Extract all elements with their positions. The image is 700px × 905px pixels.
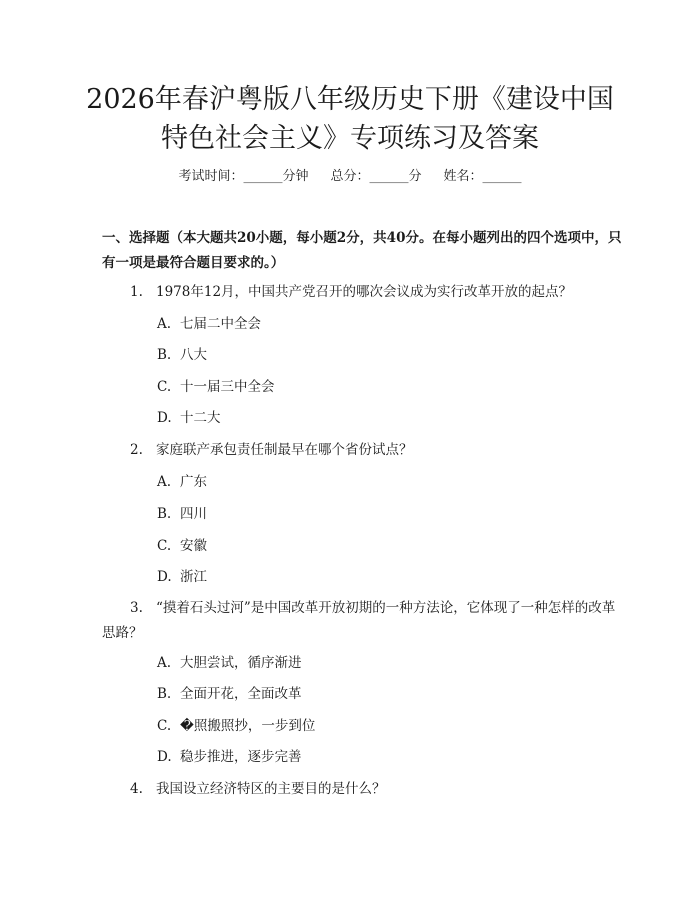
page-title-line-2: 特色社会主义》专项练习及答案 <box>161 123 539 154</box>
question-text: 家庭联产承包责任制最早在哪个省份试点？ <box>156 442 413 458</box>
option-text: 十二大 <box>180 410 221 426</box>
question-number: 3. <box>130 600 143 616</box>
option-letter: B. <box>157 506 172 522</box>
question-3-option-d <box>157 747 302 767</box>
question-2-option-b <box>157 504 207 524</box>
question-3-option-a <box>157 653 302 673</box>
question-number: 1. <box>130 284 143 300</box>
total-score-field: 总分：______分 <box>330 169 422 184</box>
option-letter: C. <box>157 379 172 395</box>
question-1-option-d <box>157 408 221 428</box>
option-text: 大胆尝试，循序渐进 <box>180 655 302 671</box>
question-text: 1978年12月，中国共产党召开的哪次会议成为实行改革开放的起点？ <box>156 284 573 300</box>
option-text: 十一届三中全会 <box>180 379 275 395</box>
question-1-option-b <box>157 345 207 365</box>
option-letter: D. <box>157 749 172 765</box>
exam-info-line <box>0 168 700 186</box>
option-letter: A. <box>157 316 172 332</box>
question-1-option-c <box>157 377 275 397</box>
question-1 <box>102 280 622 305</box>
question-4 <box>102 777 622 802</box>
question-number: 4. <box>130 781 143 797</box>
option-letter: C. <box>157 538 172 554</box>
option-text: 四川 <box>180 506 207 522</box>
exam-time-field: 考试时间：______分钟 <box>178 169 309 184</box>
option-text: �照搬照抄，一步到位 <box>180 718 316 734</box>
option-text: 稳步推进，逐步完善 <box>180 749 302 765</box>
option-text: 八大 <box>180 347 207 363</box>
option-letter: A. <box>157 655 172 671</box>
option-letter: D. <box>157 569 172 585</box>
section-heading: 一、选择题（本大题共20小题，每小题2分，共40分。在每小题列出的四个选项中，只有一项是最符合题目要求的。） <box>102 230 622 271</box>
option-text: 七届二中全会 <box>180 316 261 332</box>
question-2 <box>102 438 622 463</box>
option-letter: B. <box>157 347 172 363</box>
option-text: 全面开花，全面改革 <box>180 686 302 702</box>
option-text: 广东 <box>180 474 207 490</box>
option-text: 浙江 <box>180 569 207 585</box>
student-name-field: 姓名：______ <box>443 169 522 184</box>
option-text: 安徽 <box>180 538 207 554</box>
question-3-option-c <box>157 716 315 736</box>
question-2-option-a <box>157 472 207 492</box>
question-2-option-d <box>157 567 207 587</box>
question-text: 我国设立经济特区的主要目的是什么？ <box>156 781 386 797</box>
question-1-option-a <box>157 314 261 334</box>
question-text: “摸着石头过河”是中国改革开放初期的一种方法论，它体现了一种怎样的改革思路？ <box>102 600 616 641</box>
option-letter: C. <box>157 718 172 734</box>
question-3-option-b <box>157 684 302 704</box>
question-2-option-c <box>157 536 207 556</box>
option-letter: B. <box>157 686 172 702</box>
page-title-line-1: 2026年春沪粤版八年级历史下册《建设中国 <box>86 84 614 115</box>
question-number: 2. <box>130 442 143 458</box>
option-letter: D. <box>157 410 172 426</box>
question-3 <box>102 596 622 646</box>
option-letter: A. <box>157 474 172 490</box>
